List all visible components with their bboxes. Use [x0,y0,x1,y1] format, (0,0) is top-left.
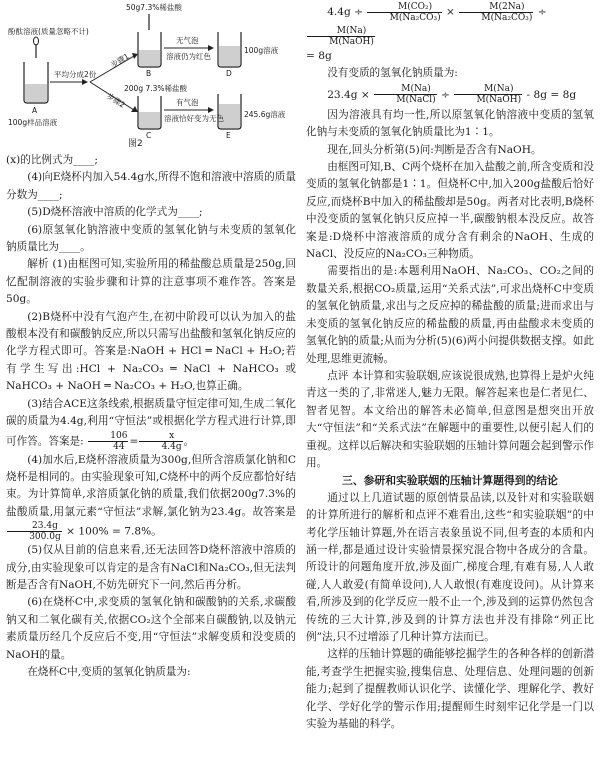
conclusion-2: 这样的压轴计算题的确能够挖掘学生的各种各样的创新潜能,考查学生把握实验,搜集信息、处理信息、处理问题的创新能力;起到了提醒教师认识化学、读懂化学、理解化学、教好化学、学好化学的警示作用;提醒师生时刻牢记化学是一门以实验为基础的科学。 [306,648,594,731]
conclusion-1: 通过以上几道试题的原创情景品读,以及针对和实验联姻的计算所进行的解析和点评不难看出,这些“和实验联姻”的中考化学压轴计算题,外在语言表象虽说不同,但考查的本质和内涵一样,都是通过设计实验情景探究混合物中各成分的含量。所设计的问题角度开放,涉及面广,梯度合理,有难有易,人人敢碰,人人敢爱(有简单设问),人人敢恨(有难度设问)。从计算来看,所涉及到的化学反应一般不止一个,涉及到的运算仍然包含传统的三大计算,涉及到的计算方法也并没有排除“列正比例”法,只不过增添了几种计算方法而已。 [306,491,594,643]
analysis-2: (2)B烧杯中没有气泡产生,在初中阶段可以认为加入的盐酸根本没有和碳酸钠反应,所以只需写出盐酸和氢氧化钠反应的化学方程式即可。答案是:NaOH + HCl ═ NaCl + H₂O;若有学生写出:HCl + Na₂CO₃ ═ NaCl + NaHCO₃ 或 NaHCO₃ + NaOH ═ Na₂CO₃ + H₂O,也算正确。 [6,310,296,393]
label-e: E [226,131,231,140]
label-acid-50: 50g7.3%稀盐酸 [126,3,182,12]
label-b: B [146,69,152,78]
label-e-solution: 245.6g溶液 [244,110,286,119]
label-step1: 步骤1 [109,51,131,70]
unchanged-label: 没有变质的氢氧化钠质量为: [327,67,458,80]
label-just-colorless: 溶液恰好变为无色 [164,114,224,123]
label-acid-200: 200g 7.3%稀盐酸 [124,84,188,93]
label-has-bubble: 有气泡 [176,98,199,107]
comment-paragraph: 点评 本计算和实验联姻,应该说很成熟,也算得上是炉火纯青这一类的了,非常迷人,魅力无限。解答起来也是仁者见仁、智者见智。本文给出的解答未必简单,但意图是想突出开放大“守恒法”和“关系式法”在解题中的重要性,以便引起人们的重视。这样以后解决和实验联姻的压轴计算问题会起到警示作用。 [306,369,594,469]
formula-changed-result: = 8g [306,50,332,62]
label-step2: 步骤2 [105,91,127,110]
answer-3-fraction-2: $\frac{x}{4.4g}$ [139,431,182,452]
formula-changed-naoh: 4.4g ÷ $\frac{\text{M(CO₂)}}{\text{M(Na₂CO₃)}}$ × $\frac{M(2Na)}{\text{M(Na₂CO₃)}}$ ÷ $\frac{M(Na)}{\text{M(NaOH)}}$ [306,0,594,48]
answer-3-fraction: $\frac{106}{44}$ [88,431,128,452]
label-d-solution: 100g溶液 [244,46,279,55]
analysis-1: 解析 (1)由框图可知,实验所用的稀盐酸总质量是250g,回忆配制溶液的实验步骤和计算的注意事项不难作答。答案是50g。 [6,258,296,306]
right-column [306,0,594,733]
label-no-bubble: 无气泡 [176,36,199,45]
analysis-4: (4)加水后,E烧杯溶液质量为300g,但所含溶质氯化钠和C烧杯是相同的。由实验现象可知,C烧杯中的两个反应都恰好结束。为计算简单,求溶质氯化钠的质量,我们依据200g7.3%的盐酸质量,用氯元素“守恒法”求解,氯化钠为23.4g。故答案是 $\frac{23.4g}{300.0g}$ × 100% = 7.8%。 [6,453,296,543]
note-paragraph: 需要指出的是:本题利用NaOH、Na₂CO₃、CO₂之间的数量关系,根据CO₂质量,运用“关系式法”,可求出烧杯C中变质的氢氧化钠质量,求出与之反应掉的稀盐酸的质量;进而求出与未变质的氢氧化钠反应的稀盐酸的质量,再由盐酸求未变质的氢氧化钠的质量;从而为分析(5)(6)两小问提供数据支撑。如此处理,思维更流畅。 [306,265,594,365]
analysis-5: (5)仅从目前的信息来看,还无法回答D烧杯溶液中溶质的成分,由实验现象可以肯定的是含有NaCl和Na₂CO₃,但无法判断是否含有NaOH,不妨先研究下一问,然后再分析。 [6,544,296,591]
question-6: (6)原氢氧化钠溶液中变质的氢氧化钠与未变质的氢氧化钠质量比为____。 [6,223,296,254]
figure-caption: 图2 [128,139,143,149]
ratio-paragraph: 因为溶液具有均一性,所以原氢氧化钠溶液中变质的氢氧化钠与未变质的氢氧化钠质量比为1∶1。 [306,108,594,139]
formula-unchanged-naoh: 23.4g × $\frac{M(Na)}{\text{M(NaCl)}}$ ÷ $\frac{M(Na)}{\text{M(NaOH)}}$ - 8g = 8g [327,84,577,106]
analysis-3-text: (3)结合ACE这条线索,根据质量守恒定律可知,生成二氧化碳的质量为4.4g,利用“守恒法”或根据化学方程式进行计算,即可作答。答案是: [6,397,296,447]
question-5: (5)D烧杯溶液中溶质的化学式为____; [27,206,203,219]
question-3-ratio: (x)的比例式为____; [6,154,98,166]
label-stays-red: 溶液仍为红色 [166,52,211,61]
experiment-diagram [6,0,296,152]
revisit-paragraph: 现在,回头分析第(5)问:判断是否含有NaOH。 [327,143,542,156]
analysis-4-text: (4)加水后,E烧杯溶液质量为300g,但所含溶质氯化钠和C烧杯是相同的。由实验现象可知,C烧杯中的两个反应都恰好结束。为计算简单,求溶质氯化钠的质量,我们依据200g7.3%的盐酸质量,用氯元素“守恒法”求解,氯化钠为23.4g。故答案是 [6,453,296,518]
comparison-paragraph: 由框图可知,B、C两个烧杯在加入盐酸之前,所含变质和没变质的氢氧化钠都是1∶1。但烧杯C中,加入200g盐酸后恰好反应,而烧杯B中加入的稀盐酸却是50g。两者对比表明,B烧杯中没变质的氢氧化钠只反应掉一半,碳酸钠根本没反应。故答案是:D烧杯中溶液溶质的成分含有剩余的NaOH、生成的NaCl、没反应的Na₂CO₃三种物质。 [306,161,594,261]
label-phenolphthalein: 酚酞溶液(质量忽略不计) [8,27,89,36]
label-c: C [146,131,152,140]
left-column [6,0,296,681]
label-a: A [32,106,38,115]
analysis-3: (3)结合ACE这条线索,根据质量守恒定律可知,生成二氧化碳的质量为4.4g,利用“守恒法”或根据化学方程式进行计算,即可作答。答案是: $\frac{106}{44}$ = $\frac{x}{4.4g}$ 。 [6,397,296,452]
label-d: D [226,69,232,78]
analysis-6-lead: 在烧杯C中,变质的氢氧化钠质量为: [27,665,191,678]
question-4: (4)向E烧杯内加入54.4g水,所得不饱和溶液中溶质的质量分数为____; [6,171,296,201]
section-heading: 三、参研和实验联姻的压轴计算题得到的结论 [342,474,558,488]
label-split: 平均分成2份 [54,70,97,79]
label-sample: 100g样品溶液 [8,118,58,127]
analysis-6: (6)在烧杯C中,求变质的氢氧化钠和碳酸钠的关系,求碳酸钠又和二氧化碳有关,依据CO₂这个全部来自碳酸钠,以及钠元素质量历经几个反应后不变,用“守恒法”求解变质和没变质的NaOH的量。 [6,596,296,661]
answer-4-fraction: $\frac{23.4g}{300.0g}$ [7,521,62,542]
